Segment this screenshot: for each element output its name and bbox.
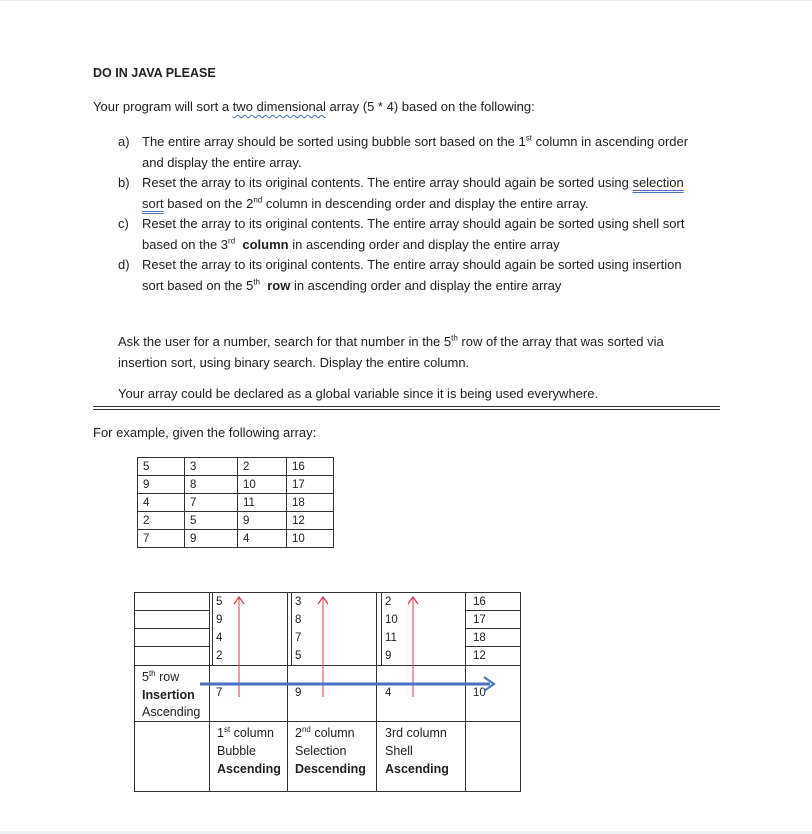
array-cell: 17 (287, 476, 334, 494)
diagram-column-value: 2 (385, 596, 392, 608)
array-cell: 4 (238, 530, 287, 548)
diagram-column-value: 5 (216, 596, 223, 608)
array-cell: 7 (185, 494, 238, 512)
ask-paragraph: Ask the user for a number, search for that number in the 5th row of the array that was sorted via insertion sort, using binary search. Display the entire column. (118, 333, 664, 370)
array-cell: 2 (238, 458, 287, 476)
diagram-row5-value: 7 (216, 687, 223, 699)
diagram-column-value: 16 (473, 596, 486, 608)
intro-line: Your program will sort a two dimensional array (5 * 4) based on the following: (93, 99, 535, 114)
array-cell: 9 (185, 530, 238, 548)
array-cell: 9 (138, 476, 185, 494)
page-heading: DO IN JAVA PLEASE (93, 66, 216, 80)
array-cell: 9 (238, 512, 287, 530)
column3-label: 3rd column Shell Ascending (385, 726, 449, 776)
array-cell: 18 (287, 494, 334, 512)
array-cell: 5 (185, 512, 238, 530)
diagram-column-value: 10 (385, 614, 398, 626)
array-cell: 12 (287, 512, 334, 530)
array-cell: 4 (138, 494, 185, 512)
diagram-column-value: 18 (473, 632, 486, 644)
diagram-column-value: 12 (473, 650, 486, 662)
diagram-column-value: 9 (385, 650, 392, 662)
array-cell: 10 (287, 530, 334, 548)
row5-label: 5th row Insertion Ascending (142, 668, 201, 719)
diagram-column-value: 11 (385, 632, 397, 644)
diagram-row5-value: 9 (295, 687, 302, 699)
column2-label: 2nd column Selection Descending (295, 724, 366, 776)
diagram-column-value: 7 (295, 632, 302, 644)
array-cell: 10 (238, 476, 287, 494)
diagram-column-value: 4 (216, 632, 223, 644)
array-cell: 3 (185, 458, 238, 476)
array-cell: 7 (138, 530, 185, 548)
diagram-column-value: 3 (295, 596, 302, 608)
array-cell: 16 (287, 458, 334, 476)
diagram-row5-value: 4 (385, 687, 392, 699)
diagram-column-value: 5 (295, 650, 302, 662)
array-cell: 2 (138, 512, 185, 530)
array-cell: 11 (238, 494, 287, 512)
diagram-column-value: 2 (216, 650, 223, 662)
column1-label: 1st column Bubble Ascending (217, 724, 281, 776)
diagram-column-value: 17 (473, 614, 486, 626)
two-dimensional-link: two dimensional (232, 99, 326, 114)
example-intro: For example, given the following array: (93, 425, 317, 440)
array-cell: 5 (138, 458, 185, 476)
diagram-row5-value: 10 (473, 687, 486, 699)
diagram-column-value: 9 (216, 614, 223, 626)
diagram-column-value: 8 (295, 614, 302, 626)
array-cell: 8 (185, 476, 238, 494)
global-note: Your array could be declared as a global variable since it is being used everywhere. (118, 386, 599, 401)
